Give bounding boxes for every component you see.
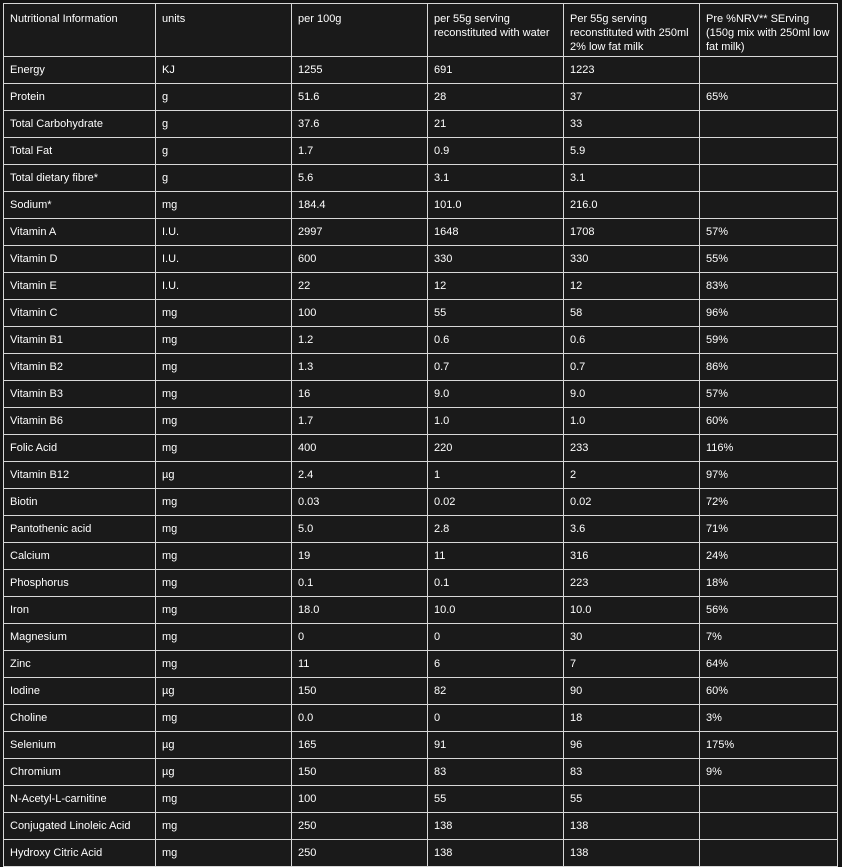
cell-per-55g-milk: 10.0 xyxy=(564,597,700,624)
cell-nutrient: Hydroxy Citric Acid xyxy=(4,840,156,867)
cell-per-55g-water: 691 xyxy=(428,57,564,84)
cell-nutrient: Total Fat xyxy=(4,138,156,165)
cell-nrv: 96% xyxy=(700,300,838,327)
cell-per-55g-water: 55 xyxy=(428,786,564,813)
cell-per-55g-water: 220 xyxy=(428,435,564,462)
cell-nrv xyxy=(700,111,838,138)
cell-per-55g-water: 2.8 xyxy=(428,516,564,543)
cell-per-55g-milk: 83 xyxy=(564,759,700,786)
table-header-row xyxy=(4,4,838,57)
cell-per-100g: 600 xyxy=(292,246,428,273)
cell-per-55g-water: 55 xyxy=(428,300,564,327)
cell-per-55g-milk: 58 xyxy=(564,300,700,327)
cell-per-100g: 37.6 xyxy=(292,111,428,138)
table-row xyxy=(4,192,838,219)
cell-nutrient: Pantothenic acid xyxy=(4,516,156,543)
nutrition-table-container xyxy=(3,3,838,867)
cell-per-55g-milk: 37 xyxy=(564,84,700,111)
cell-nutrient: Magnesium xyxy=(4,624,156,651)
cell-per-55g-milk: 1.0 xyxy=(564,408,700,435)
header-cell-per-55g-milk: Per 55g serving reconstituted with 250ml 2% low fat milk xyxy=(564,4,700,57)
cell-per-55g-water: 0.6 xyxy=(428,327,564,354)
cell-units: mg xyxy=(156,543,292,570)
cell-nrv: 60% xyxy=(700,678,838,705)
cell-per-100g: 165 xyxy=(292,732,428,759)
cell-nutrient: Biotin xyxy=(4,489,156,516)
cell-per-55g-water: 101.0 xyxy=(428,192,564,219)
table-row xyxy=(4,57,838,84)
cell-per-100g: 1.2 xyxy=(292,327,428,354)
cell-per-100g: 2997 xyxy=(292,219,428,246)
cell-nutrient: Iodine xyxy=(4,678,156,705)
table-row xyxy=(4,111,838,138)
cell-per-55g-milk: 1223 xyxy=(564,57,700,84)
table-row xyxy=(4,408,838,435)
table-row xyxy=(4,138,838,165)
cell-nrv: 60% xyxy=(700,408,838,435)
cell-units: µg xyxy=(156,732,292,759)
cell-units: mg xyxy=(156,705,292,732)
cell-units: µg xyxy=(156,462,292,489)
cell-nutrient: Vitamin B2 xyxy=(4,354,156,381)
cell-per-55g-water: 83 xyxy=(428,759,564,786)
cell-units: mg xyxy=(156,840,292,867)
cell-per-55g-milk: 223 xyxy=(564,570,700,597)
cell-per-55g-water: 1 xyxy=(428,462,564,489)
nutrition-table xyxy=(3,3,838,867)
cell-per-55g-milk: 3.6 xyxy=(564,516,700,543)
cell-nrv: 9% xyxy=(700,759,838,786)
cell-per-100g: 100 xyxy=(292,300,428,327)
cell-units: mg xyxy=(156,813,292,840)
cell-per-55g-milk: 3.1 xyxy=(564,165,700,192)
cell-units: mg xyxy=(156,570,292,597)
cell-per-55g-milk: 216.0 xyxy=(564,192,700,219)
cell-per-55g-water: 0.9 xyxy=(428,138,564,165)
table-row xyxy=(4,759,838,786)
cell-per-55g-water: 0 xyxy=(428,705,564,732)
cell-nrv: 64% xyxy=(700,651,838,678)
cell-nrv xyxy=(700,138,838,165)
cell-nrv: 83% xyxy=(700,273,838,300)
cell-per-55g-water: 0.1 xyxy=(428,570,564,597)
cell-nrv xyxy=(700,813,838,840)
header-cell-per-55g-water: per 55g serving reconstituted with water xyxy=(428,4,564,57)
cell-per-55g-milk: 33 xyxy=(564,111,700,138)
table-row xyxy=(4,462,838,489)
cell-per-55g-water: 1.0 xyxy=(428,408,564,435)
cell-per-100g: 150 xyxy=(292,678,428,705)
cell-nutrient: Calcium xyxy=(4,543,156,570)
cell-nutrient: Total Carbohydrate xyxy=(4,111,156,138)
cell-units: mg xyxy=(156,354,292,381)
cell-per-55g-milk: 1708 xyxy=(564,219,700,246)
table-row xyxy=(4,597,838,624)
cell-units: mg xyxy=(156,516,292,543)
cell-units: mg xyxy=(156,408,292,435)
table-row xyxy=(4,300,838,327)
cell-per-55g-milk: 18 xyxy=(564,705,700,732)
cell-per-100g: 18.0 xyxy=(292,597,428,624)
cell-per-55g-water: 82 xyxy=(428,678,564,705)
cell-nrv: 116% xyxy=(700,435,838,462)
cell-per-100g: 250 xyxy=(292,813,428,840)
cell-nutrient: Sodium* xyxy=(4,192,156,219)
cell-nrv: 97% xyxy=(700,462,838,489)
cell-nrv: 57% xyxy=(700,219,838,246)
table-row xyxy=(4,489,838,516)
cell-units: mg xyxy=(156,435,292,462)
table-row xyxy=(4,327,838,354)
cell-nrv xyxy=(700,192,838,219)
cell-per-55g-milk: 12 xyxy=(564,273,700,300)
cell-nutrient: Folic Acid xyxy=(4,435,156,462)
cell-per-55g-milk: 0.6 xyxy=(564,327,700,354)
cell-units: mg xyxy=(156,624,292,651)
cell-per-100g: 1.7 xyxy=(292,408,428,435)
cell-per-55g-milk: 316 xyxy=(564,543,700,570)
cell-units: I.U. xyxy=(156,246,292,273)
cell-nutrient: Chromium xyxy=(4,759,156,786)
header-cell-per-100g: per 100g xyxy=(292,4,428,57)
table-row xyxy=(4,219,838,246)
cell-per-55g-water: 12 xyxy=(428,273,564,300)
cell-nrv: 59% xyxy=(700,327,838,354)
cell-units: g xyxy=(156,111,292,138)
table-row xyxy=(4,705,838,732)
cell-nrv: 18% xyxy=(700,570,838,597)
cell-per-100g: 250 xyxy=(292,840,428,867)
cell-units: I.U. xyxy=(156,219,292,246)
cell-nrv: 56% xyxy=(700,597,838,624)
cell-per-100g: 5.0 xyxy=(292,516,428,543)
cell-per-100g: 1.3 xyxy=(292,354,428,381)
cell-nrv xyxy=(700,840,838,867)
cell-nutrient: N-Acetyl-L-carnitine xyxy=(4,786,156,813)
cell-per-100g: 0.03 xyxy=(292,489,428,516)
cell-nutrient: Vitamin B12 xyxy=(4,462,156,489)
cell-nrv: 3% xyxy=(700,705,838,732)
cell-nutrient: Vitamin B3 xyxy=(4,381,156,408)
cell-per-55g-water: 3.1 xyxy=(428,165,564,192)
cell-nrv: 86% xyxy=(700,354,838,381)
cell-per-55g-water: 138 xyxy=(428,840,564,867)
cell-per-100g: 22 xyxy=(292,273,428,300)
cell-per-100g: 150 xyxy=(292,759,428,786)
cell-per-55g-milk: 330 xyxy=(564,246,700,273)
cell-nutrient: Protein xyxy=(4,84,156,111)
table-row xyxy=(4,678,838,705)
table-row xyxy=(4,786,838,813)
cell-nrv xyxy=(700,165,838,192)
cell-per-100g: 400 xyxy=(292,435,428,462)
cell-nrv xyxy=(700,786,838,813)
cell-nutrient: Vitamin A xyxy=(4,219,156,246)
cell-nutrient: Total dietary fibre* xyxy=(4,165,156,192)
cell-per-100g: 2.4 xyxy=(292,462,428,489)
cell-per-55g-milk: 30 xyxy=(564,624,700,651)
cell-per-55g-water: 0 xyxy=(428,624,564,651)
cell-per-55g-milk: 0.02 xyxy=(564,489,700,516)
table-row xyxy=(4,435,838,462)
cell-per-100g: 0.0 xyxy=(292,705,428,732)
table-row xyxy=(4,651,838,678)
cell-units: mg xyxy=(156,327,292,354)
cell-nutrient: Vitamin E xyxy=(4,273,156,300)
cell-nrv: 71% xyxy=(700,516,838,543)
table-row xyxy=(4,840,838,867)
cell-per-55g-water: 0.02 xyxy=(428,489,564,516)
cell-per-55g-water: 11 xyxy=(428,543,564,570)
cell-nutrient: Vitamin C xyxy=(4,300,156,327)
cell-nrv: 24% xyxy=(700,543,838,570)
cell-nrv: 57% xyxy=(700,381,838,408)
cell-per-100g: 11 xyxy=(292,651,428,678)
cell-per-55g-milk: 138 xyxy=(564,813,700,840)
table-row xyxy=(4,273,838,300)
cell-nutrient: Phosphorus xyxy=(4,570,156,597)
cell-per-55g-water: 138 xyxy=(428,813,564,840)
cell-nutrient: Vitamin B1 xyxy=(4,327,156,354)
cell-per-55g-water: 10.0 xyxy=(428,597,564,624)
table-row xyxy=(4,381,838,408)
nutrition-table-body xyxy=(4,4,838,867)
cell-nutrient: Energy xyxy=(4,57,156,84)
cell-nrv: 65% xyxy=(700,84,838,111)
cell-nutrient: Conjugated Linoleic Acid xyxy=(4,813,156,840)
cell-per-55g-water: 0.7 xyxy=(428,354,564,381)
cell-per-55g-milk: 2 xyxy=(564,462,700,489)
cell-per-100g: 5.6 xyxy=(292,165,428,192)
cell-per-55g-water: 330 xyxy=(428,246,564,273)
cell-per-100g: 100 xyxy=(292,786,428,813)
cell-units: µg xyxy=(156,759,292,786)
cell-per-55g-milk: 9.0 xyxy=(564,381,700,408)
cell-per-55g-milk: 0.7 xyxy=(564,354,700,381)
header-cell-nutrient: Nutritional Information xyxy=(4,4,156,57)
table-row xyxy=(4,543,838,570)
cell-nutrient: Selenium xyxy=(4,732,156,759)
table-row xyxy=(4,516,838,543)
cell-units: KJ xyxy=(156,57,292,84)
cell-per-55g-milk: 90 xyxy=(564,678,700,705)
cell-per-55g-milk: 138 xyxy=(564,840,700,867)
cell-units: mg xyxy=(156,489,292,516)
cell-units: I.U. xyxy=(156,273,292,300)
cell-units: g xyxy=(156,84,292,111)
cell-per-100g: 1255 xyxy=(292,57,428,84)
cell-per-100g: 0 xyxy=(292,624,428,651)
cell-per-100g: 19 xyxy=(292,543,428,570)
table-row xyxy=(4,165,838,192)
table-row xyxy=(4,354,838,381)
cell-per-55g-water: 6 xyxy=(428,651,564,678)
cell-nutrient: Vitamin B6 xyxy=(4,408,156,435)
cell-per-55g-water: 28 xyxy=(428,84,564,111)
table-row xyxy=(4,84,838,111)
cell-units: mg xyxy=(156,381,292,408)
cell-nrv: 7% xyxy=(700,624,838,651)
cell-units: mg xyxy=(156,651,292,678)
cell-nrv: 175% xyxy=(700,732,838,759)
cell-nrv: 55% xyxy=(700,246,838,273)
table-row xyxy=(4,570,838,597)
table-row xyxy=(4,624,838,651)
cell-units: g xyxy=(156,138,292,165)
table-row xyxy=(4,246,838,273)
cell-units: µg xyxy=(156,678,292,705)
cell-units: g xyxy=(156,165,292,192)
cell-units: mg xyxy=(156,786,292,813)
cell-nutrient: Choline xyxy=(4,705,156,732)
cell-nutrient: Vitamin D xyxy=(4,246,156,273)
cell-per-55g-milk: 55 xyxy=(564,786,700,813)
cell-per-100g: 0.1 xyxy=(292,570,428,597)
cell-per-55g-water: 21 xyxy=(428,111,564,138)
cell-nrv xyxy=(700,57,838,84)
table-row xyxy=(4,732,838,759)
cell-per-55g-water: 91 xyxy=(428,732,564,759)
cell-per-55g-milk: 233 xyxy=(564,435,700,462)
cell-units: mg xyxy=(156,192,292,219)
cell-per-100g: 184.4 xyxy=(292,192,428,219)
cell-nutrient: Iron xyxy=(4,597,156,624)
cell-per-55g-water: 1648 xyxy=(428,219,564,246)
cell-units: mg xyxy=(156,597,292,624)
cell-per-55g-milk: 7 xyxy=(564,651,700,678)
cell-per-100g: 1.7 xyxy=(292,138,428,165)
cell-nrv: 72% xyxy=(700,489,838,516)
cell-units: mg xyxy=(156,300,292,327)
header-cell-units: units xyxy=(156,4,292,57)
header-cell-nrv: Pre %NRV** SErving (150g mix with 250ml low fat milk) xyxy=(700,4,838,57)
cell-per-55g-milk: 96 xyxy=(564,732,700,759)
cell-per-55g-milk: 5.9 xyxy=(564,138,700,165)
cell-per-100g: 51.6 xyxy=(292,84,428,111)
cell-per-100g: 16 xyxy=(292,381,428,408)
cell-per-55g-water: 9.0 xyxy=(428,381,564,408)
cell-nutrient: Zinc xyxy=(4,651,156,678)
table-row xyxy=(4,813,838,840)
